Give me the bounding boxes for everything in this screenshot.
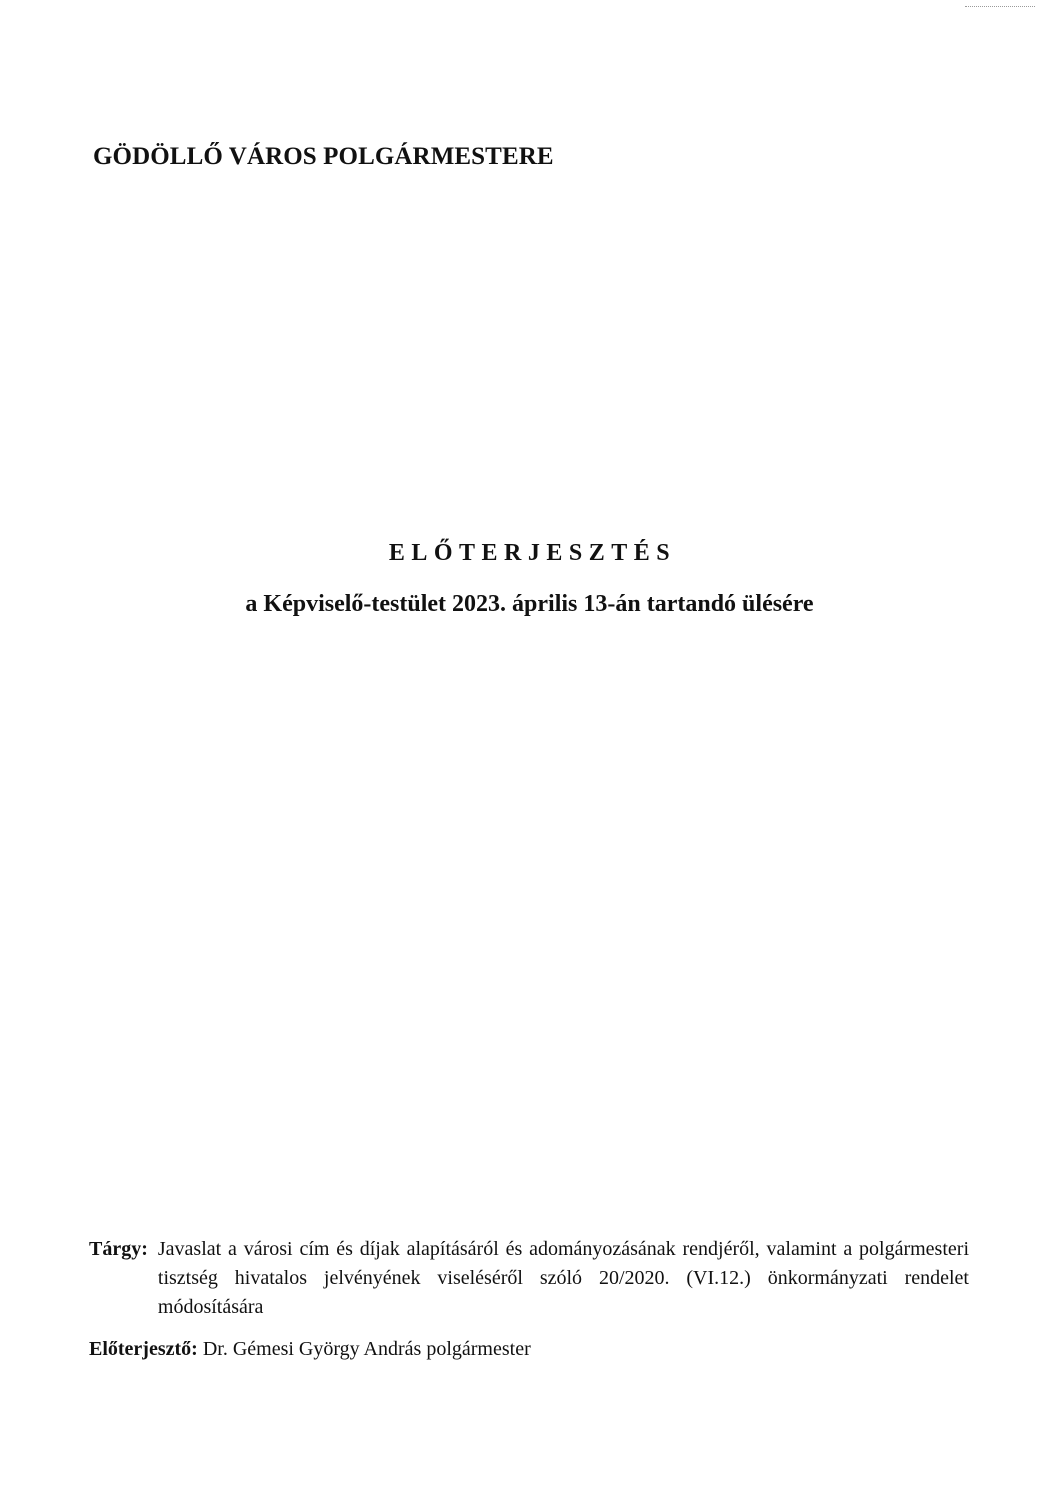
corner-dotted-mark xyxy=(965,6,1035,10)
subject-block xyxy=(89,1235,969,1322)
meeting-subtitle: a Képviselő-testület 2023. április 13-án tartandó ülésére xyxy=(245,591,814,617)
submitter-line xyxy=(89,1338,531,1361)
document-type-title: ELŐTERJESZTÉS xyxy=(388,540,677,566)
subject-label: Tárgy: xyxy=(89,1238,148,1260)
submitter-label: Előterjesztő: xyxy=(89,1338,198,1360)
issuer-heading: GÖDÖLLŐ VÁROS POLGÁRMESTERE xyxy=(93,143,554,170)
subject-text: Javaslat a városi cím és díjak alapításáról és adományozásának rendjéről, valamint a polgármesteri tisztség hivatalos jelvényének viseléséről szóló 20/2020. (VI.12.) önkormányzati rendelet módosítására xyxy=(157,1238,969,1318)
submitter-name: Dr. Gémesi György András polgármester xyxy=(202,1338,531,1360)
